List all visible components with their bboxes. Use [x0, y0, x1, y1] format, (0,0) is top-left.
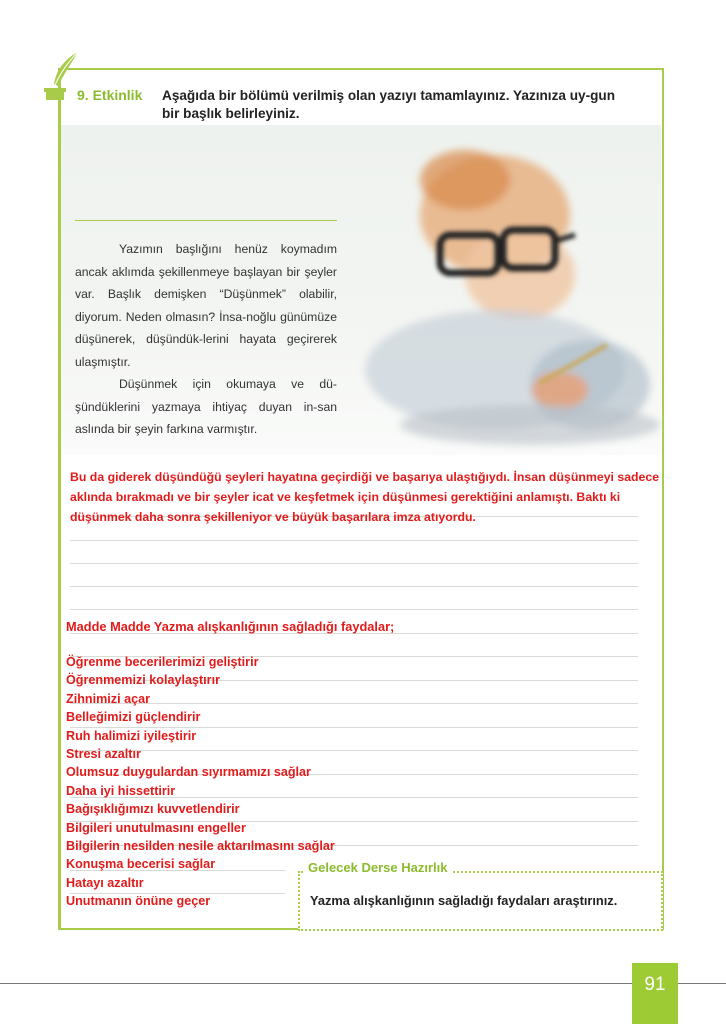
list-item: Stresi azaltır [66, 746, 141, 761]
list-item: Ruh halimizi iyileştirir [66, 728, 197, 743]
list-item: Daha iyi hissettirir [66, 783, 176, 798]
page-number: 91 [632, 963, 678, 1024]
list-item: Olumsuz duygulardan sıyırmamızı sağlar [66, 765, 311, 780]
list-item: Bağışıklığımızı kuvvetlendirir [66, 802, 240, 817]
essay-text [75, 238, 337, 441]
list-item: Bilgileri unutulmasını engeller [66, 820, 246, 835]
list-item: Zihnimizi açar [66, 691, 150, 706]
writing-line [70, 563, 638, 564]
activity-label: 9. Etkinlik [77, 87, 143, 103]
writing-line [70, 586, 638, 587]
list-item: Belleğimizi güçlendirir [66, 710, 201, 725]
boy-writing-illustration [345, 125, 665, 460]
list-item: Konuşma becerisi sağlar [66, 857, 216, 872]
writing-line [70, 609, 638, 610]
list-item: Öğrenme becerilerimizi geliştirir [66, 655, 259, 669]
essay-paragraph: Düşünmek için okumaya ve dü-şündüklerini yazmaya ihtiyaç duyan in-san aslında bir şeyin farkına varmıştır. [75, 377, 337, 436]
essay-paragraph: Yazımın başlığını henüz koymadım ancak aklımda şekillenmeye başlayan bir şeyler var. Başlık demişken “Düşünmek” olabilir, diyorum. Neden olmasın? İnsa-noğlu günümüze düşünerek, düşündük-lerini hayata geçirerek ulaşmıştır. [75, 242, 337, 369]
student-answer: Bu da giderek düşündüğü şeyleri hayatına geçirdiği ve başarıya ulaştığıydı. İnsan düşünmeyi sadece aklında bırakmadı ve bir şeyler icat ve keşfetmek için düşünmesi gerektiğini anlamıştı. Baktı ki düşünmek daha sonra şekilleniyor ve büyük başarılara imza atıyordu. [70, 470, 660, 524]
list-item: Öğrenmemizi kolaylaştırır [66, 673, 220, 688]
list-item: Bilgilerin nesilden nesile aktarılmasını sağlar [66, 838, 335, 853]
prep-box-title: Gelecek Derse Hazırlık [304, 860, 451, 875]
benefits-list [66, 653, 335, 910]
title-line [75, 220, 337, 221]
list-item: Hatayı azaltır [66, 875, 144, 890]
benefits-title: Madde Madde Yazma alışkanlığının sağladığı faydalar; [66, 619, 395, 634]
writing-line [70, 540, 638, 541]
activity-instruction: Aşağıda bir bölümü verilmiş olan yazıyı tamamlayınız. Yazınıza uy-gun bir başlık belirleyiniz. [162, 88, 616, 121]
footer-line [0, 983, 726, 984]
list-item: Unutmanın önüne geçer [66, 894, 211, 909]
prep-box-text: Yazma alışkanlığının sağladığı faydaları araştırınız. [310, 893, 618, 908]
